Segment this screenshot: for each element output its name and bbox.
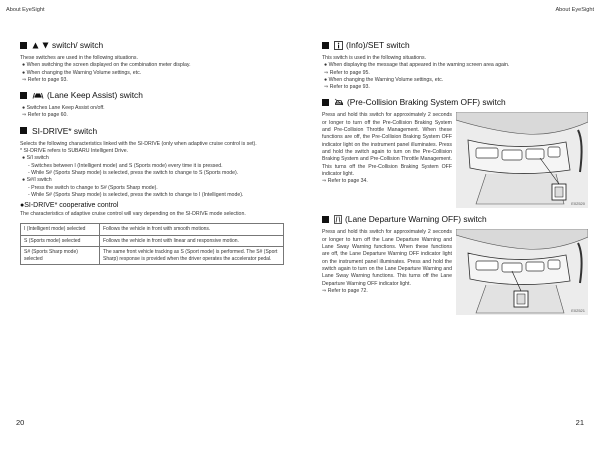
- switch-intro: These switches are used in the following situations.: [20, 55, 138, 61]
- pcb-text-block: [322, 112, 452, 185]
- page-reference: ⇒ Refer to page 95.: [324, 69, 370, 76]
- si-drive-intro: Selects the following characteristics linked with the SI-DRIVE (only when adaptive cruise control is set).: [20, 140, 257, 147]
- table-cell-desc: The same front vehicle tracking as S (Sport mode) is performed. The S# (Sport Sharp) response is provided when the driver operates the accelerator pedal.: [100, 247, 284, 265]
- si-drive-section-heading: [20, 126, 288, 136]
- table-cell-desc: Follows the vehicle in front with linear and responsive motion.: [100, 235, 284, 247]
- lane-departure-off-icon: [334, 215, 342, 224]
- switch-section-title: switch/ switch: [52, 40, 104, 50]
- section-square-icon: [20, 127, 27, 134]
- page-reference: ⇒ Refer to page 93.: [22, 76, 68, 83]
- table-row: [21, 235, 284, 247]
- pcb-content: [322, 112, 588, 208]
- list-item: ● Switches Lane Keep Assist on/off.: [22, 105, 105, 112]
- section-square-icon: [322, 216, 329, 223]
- left-column: [20, 40, 288, 265]
- ldw-text-block: [322, 229, 452, 295]
- info-section-title: (Info)/SET switch: [346, 40, 410, 50]
- coop-section-heading: [20, 202, 288, 209]
- car-lane-icon: [32, 91, 44, 99]
- page-number: 21: [575, 418, 584, 427]
- section-square-icon: [20, 92, 27, 99]
- running-head: About EyeSight: [6, 7, 45, 13]
- table-cell-desc: Follows the vehicle in front with smooth motions.: [100, 224, 284, 236]
- overhead-console-illustration: [456, 112, 588, 208]
- table-row: [21, 247, 284, 265]
- lka-section-title: (Lane Keep Assist) switch: [47, 90, 143, 101]
- list-item: - Press the switch to change to S# (Sports Sharp mode).: [28, 184, 158, 191]
- pcb-switch-figure: [456, 112, 588, 208]
- page-reference: ⇒ Refer to page 72.: [322, 287, 368, 294]
- triangle-up-icon: [32, 42, 39, 49]
- list-item: ● When displaying the message that appeared in the warning screen area again.: [324, 62, 510, 69]
- si-drive-footnote: * SI-DRIVE refers to SUBARU Intelligent Drive.: [20, 148, 129, 155]
- pcb-section-title: (Pre-Collision Braking System OFF) switch: [347, 97, 506, 108]
- list-item: - While S# (Sports Sharp mode) is selected, press the switch to change to S (Sports mode).: [28, 169, 239, 176]
- table-cell-mode: I (Intelligent mode) selected: [21, 224, 100, 236]
- section-square-icon: [322, 99, 329, 106]
- info-icon: [334, 41, 343, 50]
- section-square-icon: [322, 42, 329, 49]
- table-row: [21, 224, 284, 236]
- si-drive-mode-table: [20, 223, 284, 265]
- page-reference: ⇒ Refer to page 93.: [324, 84, 370, 91]
- table-cell-mode: S (Sports mode) selected: [21, 235, 100, 247]
- s-i-switch-label: ● S#/I switch: [22, 177, 52, 184]
- list-item: - Switches between I (Intelligent mode) and S (Sports mode) every time it is pressed.: [28, 162, 223, 169]
- info-intro: This switch is used in the following situations.: [322, 55, 427, 61]
- ldw-switch-figure: [456, 229, 588, 315]
- ldw-body: Press and hold this switch for approximately 2 seconds or longer to turn off the Lane Departure Warning and Lane Sway Warning functions. When these functions are off, the Lane Departure Warning OFF indicator light on the instrument panel illuminates. Press and hold the switch again to turn on the Lane Departure Warning and Lane Sway Warning functions. This turns off the Lane Departure Warning OFF indicator light.: [322, 229, 452, 287]
- pcb-section-heading: [322, 97, 588, 107]
- coop-section-title: ●SI-DRIVE* cooperative control: [20, 202, 119, 210]
- switch-section-heading: [20, 40, 288, 50]
- figure-id: E02520: [571, 201, 585, 207]
- section-square-icon: [20, 42, 27, 49]
- pcb-body: Press and hold this switch for approximately 2 seconds or longer to turn off the Pre-Collision Braking System and Pre-Collision Throttle Management. When these functions are off, the Pre-Collision Braking System OFF indicator light on the instrument panel illuminates. Press and hold the switch again to turn on the Pre-Collision Braking System and Pre-Collision Throttle Management. This turns off the Pre-Collision Braking System OFF indicator light.: [322, 112, 452, 177]
- overhead-console-illustration: [456, 229, 588, 315]
- page-reference: ⇒ Refer to page 60.: [22, 112, 68, 119]
- ldw-section-heading: [322, 214, 588, 224]
- si-switch-label: ● S/I switch: [22, 155, 49, 162]
- info-section-heading: [322, 40, 588, 50]
- ldw-section-title: (Lane Departure Warning OFF) switch: [345, 214, 487, 225]
- list-item: - While S# (Sports Sharp mode) is selected, press the switch to change to I (Intelligent mode).: [28, 191, 244, 198]
- figure-id: E02521: [571, 308, 585, 314]
- si-drive-section-title: SI-DRIVE* switch: [32, 125, 98, 136]
- running-head: About EyeSight: [555, 7, 594, 13]
- right-column: [322, 40, 588, 315]
- list-item: ● When changing the Warning Volume settings, etc.: [22, 69, 142, 76]
- ldw-content: [322, 229, 588, 315]
- coop-intro: The characteristics of adaptive cruise control will vary depending on the SI-DRIVE mode selection.: [20, 211, 246, 218]
- lka-section-heading: [20, 90, 288, 100]
- list-item: ● When switching the screen displayed on the combination meter display.: [22, 62, 191, 69]
- pre-collision-off-icon: [334, 98, 344, 106]
- table-cell-mode: S# (Sports Sharp mode) selected: [21, 247, 100, 265]
- triangle-down-icon: [42, 42, 49, 49]
- list-item: ● When changing the Warning Volume settings, etc.: [324, 76, 444, 83]
- page-number: 20: [16, 418, 25, 427]
- page-reference: ⇒ Refer to page 34.: [322, 178, 368, 185]
- right-page: [300, 0, 600, 450]
